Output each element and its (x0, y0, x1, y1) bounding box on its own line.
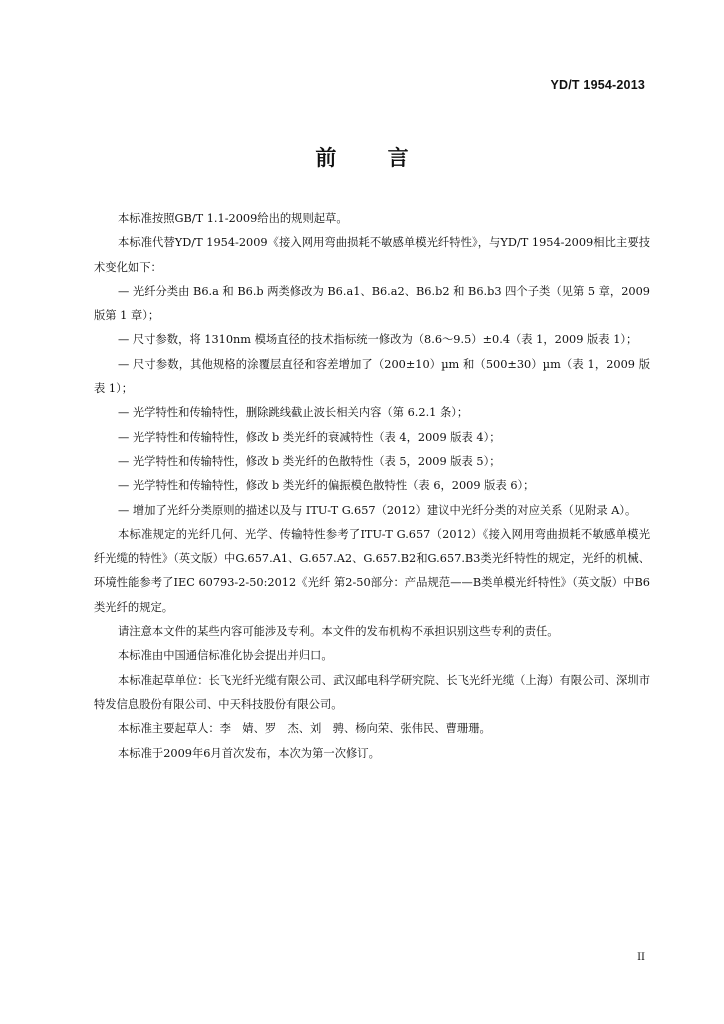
paragraph-replaces-standard: 本标准代替YD/T 1954-2009《接入网用弯曲损耗不敏感单模光纤特性》，与YD/T 1954-2009相比主要技术变化如下： (94, 236, 650, 274)
paragraph-publication-history: 本标准于2009年6月首次发布，本次为第一次修订。 (118, 746, 380, 760)
document-code: YD/T 1954-2013 (550, 78, 645, 92)
change-item-pmd: — 光学特性和传输特性，修改 b 类光纤的偏振模色散特性（表 6，2009 版表 6）； (118, 479, 535, 493)
paragraph-drafters: 本标准主要起草人：李 婧、罗 杰、刘 骋、杨向荣、张伟民、曹珊珊。 (118, 722, 491, 736)
page-number: II (637, 952, 645, 963)
paragraph-patent-notice: 请注意本文件的某些内容可能涉及专利。本文件的发布机构不承担识别这些专利的责任。 (118, 625, 559, 639)
change-item-coating-diameter: — 尺寸参数，其他规格的涂覆层直径和容差增加了（200±10）µm 和（500±30）µm（表 1，2009 版表 1）； (94, 357, 650, 396)
paragraph-drafting-units: 本标准起草单位：长飞光纤光缆有限公司、武汉邮电科学研究院、长飞光纤光缆（上海）有限公司、深圳市特发信息股份有限公司、中天科技股份有限公司。 (94, 673, 650, 711)
paragraph-references: 本标准规定的光纤几何、光学、传输特性参考了ITU-T G.657（2012）《接入网用弯曲损耗不敏感单模光纤光缆的特性》（英文版）中G.657.A1、G.657.A2、G.657.B2和G.657.B3类光纤特性的规定，光纤的机械、环境性能参考了IEC 60793-2-50:2012《光纤 第2-50部分：产品规范——B类单模光纤特性》（英文版）中B6类光纤的规定。 (94, 527, 650, 614)
change-item-attenuation: — 光学特性和传输特性，修改 b 类光纤的衰减特性（表 4，2009 版表 4）； (118, 430, 501, 444)
page-title: 前 言 (315, 146, 431, 170)
change-item-cutoff-wavelength: — 光学特性和传输特性，删除跳线截止波长相关内容（第 6.2.1 条）； (118, 406, 469, 420)
change-item-annex-a: — 增加了光纤分类原则的描述以及与 ITU-T G.657（2012）建议中光纤分类的对应关系（见附录 A）。 (118, 503, 637, 517)
paragraph-proposed-by: 本标准由中国通信标准化协会提出并归口。 (118, 649, 333, 663)
change-item-mode-field-diameter: — 尺寸参数，将 1310nm 模场直径的技术指标统一修改为（8.6～9.5）±0.4（表 1，2009 版表 1）； (118, 333, 638, 347)
foreword-body (94, 207, 650, 766)
paragraph-drafting-rules: 本标准按照GB/T 1.1-2009给出的规则起草。 (118, 212, 348, 225)
change-item-dispersion: — 光学特性和传输特性，修改 b 类光纤的色散特性（表 5，2009 版表 5）； (118, 454, 501, 468)
change-item-classification: — 光纤分类由 B6.a 和 B6.b 两类修改为 B6.a1、B6.a2、B6.b2 和 B6.b3 四个子类（见第 5 章，2009版第 1 章）； (94, 284, 650, 323)
